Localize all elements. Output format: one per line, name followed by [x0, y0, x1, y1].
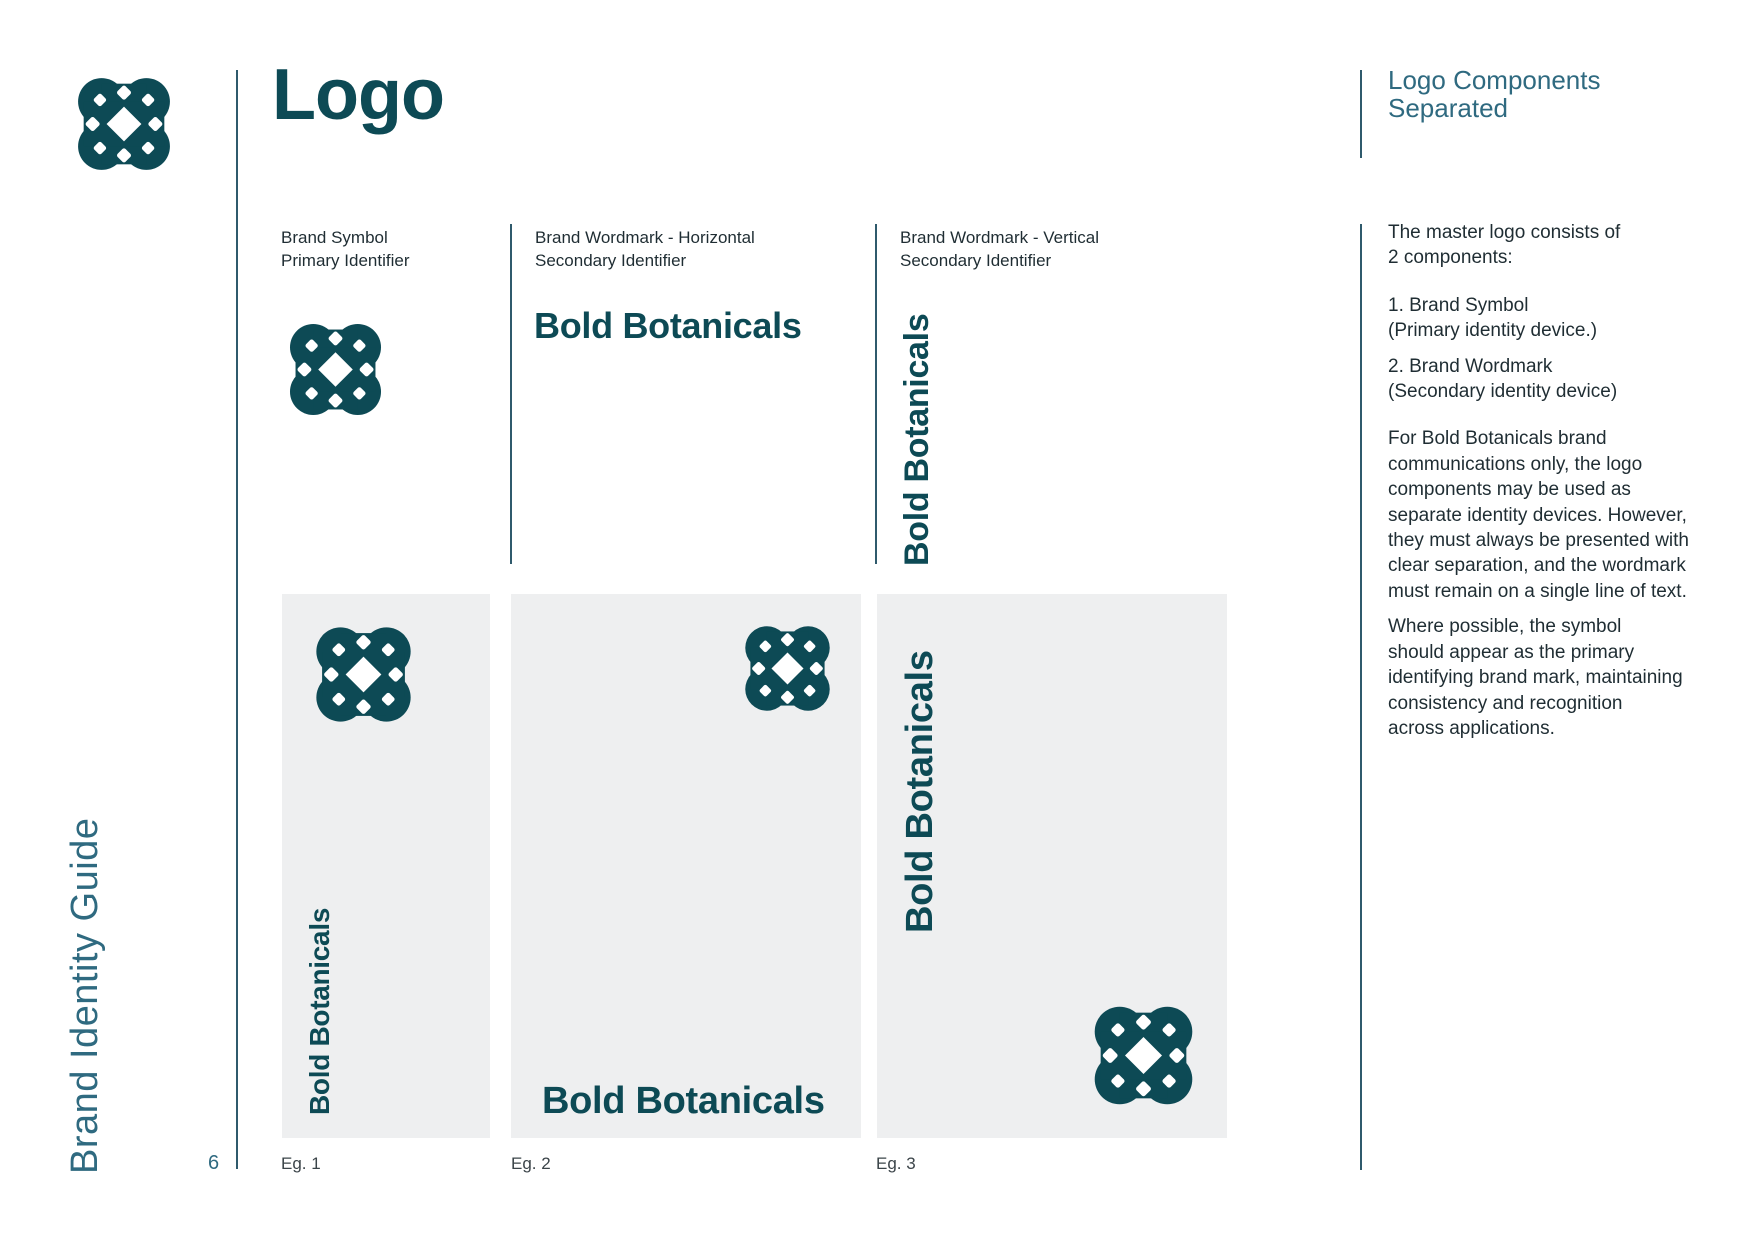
component-caption-horizontal: Brand Wordmark - Horizontal Secondary Identifier [535, 228, 755, 270]
body-line: identifying brand mark, maintaining [1388, 667, 1683, 689]
body-line: For Bold Botanicals brand [1388, 428, 1607, 450]
list-item: 1. Brand Symbol [1388, 294, 1529, 316]
intro-line: The master logo consists of [1388, 222, 1621, 243]
body-line: clear separation, and the wordmark [1388, 555, 1686, 577]
body-line: communications only, the logo [1388, 453, 1643, 475]
wordmark-vertical: Bold Botanicals [898, 313, 936, 566]
list-item: 2. Brand Wordmark [1388, 355, 1553, 377]
guide-title-vertical: Brand Identity Guide [64, 817, 106, 1174]
body-line: must remain on a single line of text. [1388, 580, 1687, 602]
intro-line: 2 components: [1388, 247, 1513, 269]
body-line: separate identity devices. However, [1388, 504, 1687, 526]
brand-symbol-icon [68, 68, 180, 180]
brand-symbol-icon [280, 314, 391, 425]
brand-symbol-icon [736, 617, 839, 720]
body-line: should appear as the primary [1388, 641, 1635, 663]
divider-col3 [875, 224, 877, 564]
body-line: consistency and recognition [1388, 692, 1623, 714]
list-item: (Primary identity device.) [1388, 320, 1598, 342]
section-heading: Logo Components Separated [1388, 65, 1601, 123]
example-label-3: Eg. 3 [876, 1154, 916, 1173]
example-2-wordmark: Bold Botanicals [542, 1080, 825, 1122]
divider-left [236, 70, 238, 1169]
example-label-2: Eg. 2 [511, 1154, 551, 1173]
example-1-wordmark: Bold Botanicals [304, 907, 335, 1115]
wordmark-horizontal: Bold Botanicals [534, 305, 802, 346]
example-label-1: Eg. 1 [281, 1154, 321, 1173]
divider-right [1360, 70, 1362, 158]
body-line: Where possible, the symbol [1388, 616, 1622, 638]
body-line: across applications. [1388, 717, 1555, 739]
body-line: they must always be presented with [1388, 530, 1689, 552]
body-line: components may be used as [1388, 479, 1631, 501]
component-caption-vertical: Brand Wordmark - Vertical Secondary Identifier [900, 228, 1100, 270]
divider-col2 [510, 224, 512, 564]
example-3-wordmark: Bold Botanicals [899, 650, 941, 933]
list-item: (Secondary identity device) [1388, 381, 1618, 403]
divider-description [1360, 224, 1362, 1170]
brand-symbol-icon [1084, 996, 1203, 1115]
description [1388, 220, 1708, 741]
brand-symbol-icon [306, 617, 421, 732]
component-caption-symbol: Brand Symbol Primary Identifier [281, 228, 410, 270]
page-number: 6 [208, 1152, 220, 1174]
page-title: Logo [272, 55, 444, 135]
